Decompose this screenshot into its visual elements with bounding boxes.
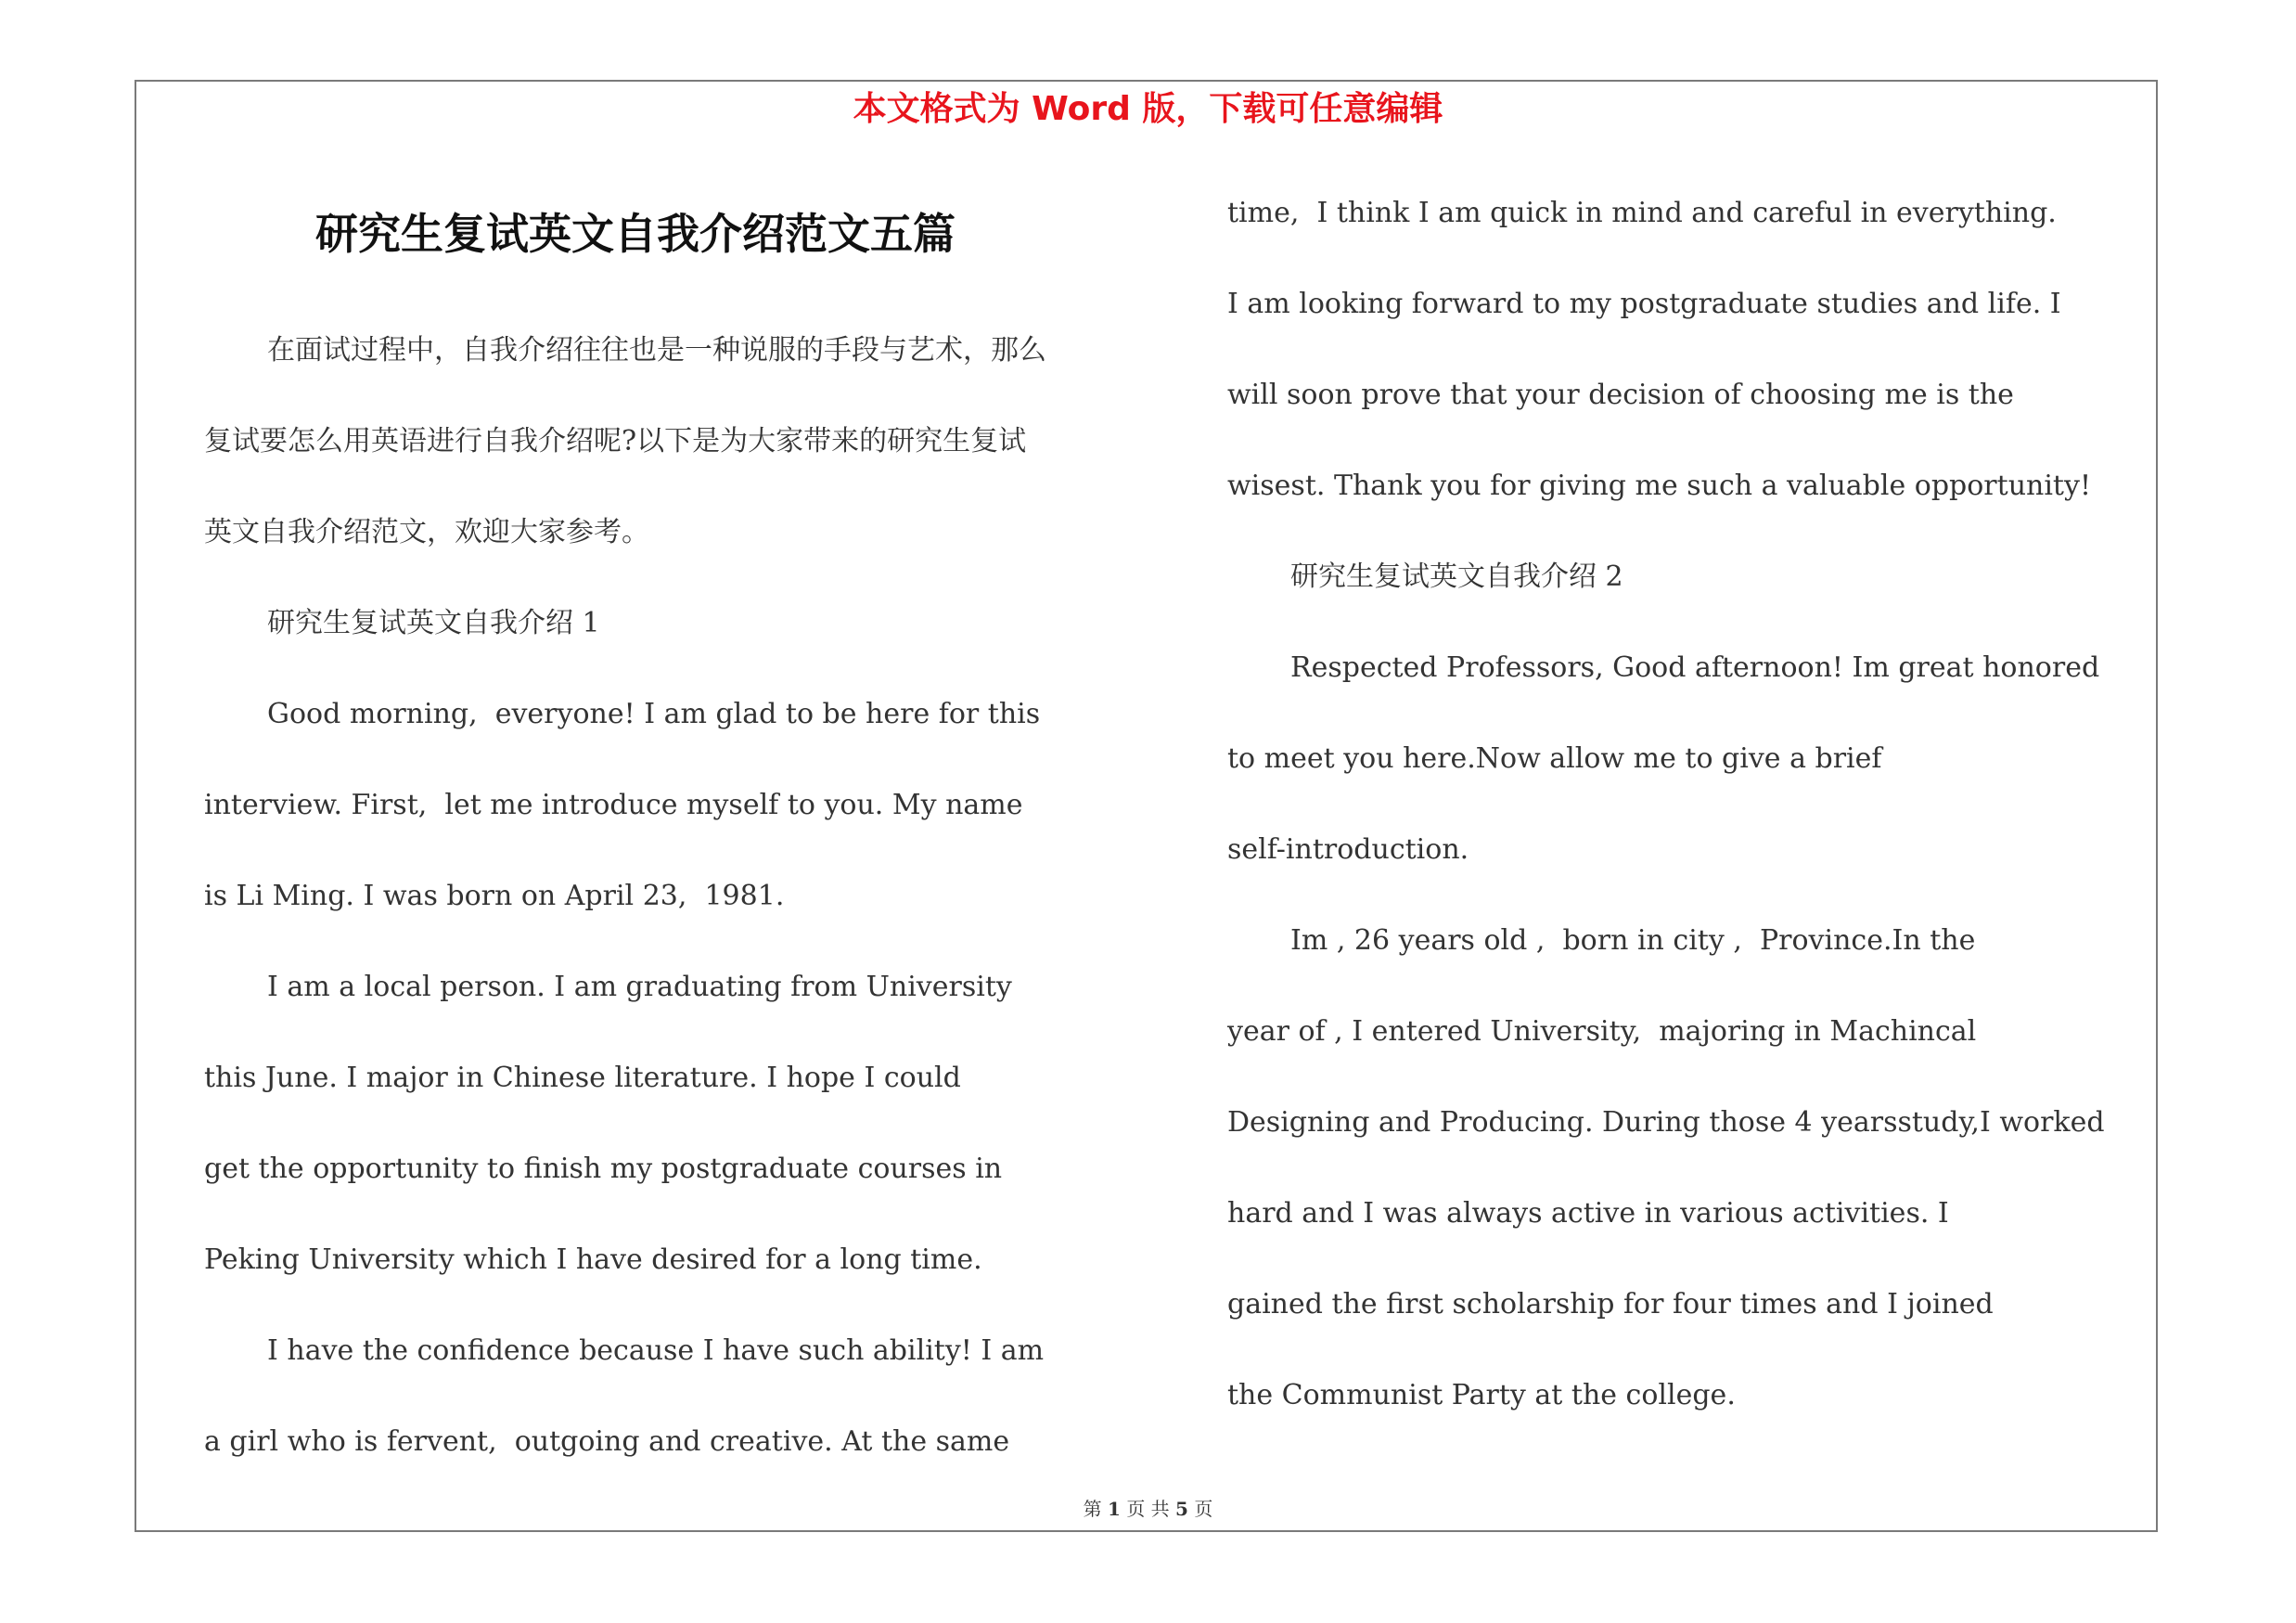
footer-suffix: 页 bbox=[1194, 1498, 1213, 1520]
paragraph-line: I am looking forward to my postgraduate studies and life. I bbox=[1227, 288, 2061, 320]
paragraph-line: interview. First, let me introduce myself to you. My name bbox=[204, 789, 1023, 821]
paragraph-line: get the opportunity to finish my postgraduate courses in bbox=[204, 1153, 1003, 1185]
paragraph-line: will soon prove that your decision of choosing me is the bbox=[1227, 379, 2014, 411]
paragraph-line: Im , 26 years old , born in city , Province.In the bbox=[1290, 924, 1976, 957]
paragraph-line: I have the confidence because I have such ability! I am bbox=[267, 1334, 1045, 1367]
section-heading: 研究生复试英文自我介绍 2 bbox=[1290, 560, 1623, 593]
page-footer bbox=[0, 1496, 2296, 1522]
paragraph-line: hard and I was always active in various activities. I bbox=[1227, 1197, 1949, 1230]
paragraph-line: a girl who is fervent, outgoing and creative. At the same bbox=[204, 1425, 1010, 1458]
format-banner: 本文格式为 Word 版，下载可任意编辑 bbox=[853, 90, 1443, 128]
paragraph-line: is Li Ming. I was born on April 23, 1981. bbox=[204, 880, 785, 912]
footer-prefix: 第 bbox=[1083, 1498, 1102, 1520]
paragraph-line: to meet you here.Now allow me to give a brief bbox=[1227, 742, 1882, 775]
paragraph-line: 复试要怎么用英语进行自我介绍呢?以下是为大家带来的研究生复试 bbox=[204, 425, 1027, 457]
paragraph-line: 英文自我介绍范文，欢迎大家参考。 bbox=[204, 516, 649, 548]
footer-middle: 页 共 bbox=[1126, 1498, 1170, 1520]
footer-page-number: 1 bbox=[1108, 1498, 1121, 1520]
paragraph-line: this June. I major in Chinese literature. I hope I could bbox=[204, 1062, 961, 1094]
paragraph-line: Good morning, everyone! I am glad to be here for this bbox=[267, 698, 1041, 730]
document-title: 研究生复试英文自我介绍范文五篇 bbox=[315, 209, 956, 259]
paragraph-line: time, I think I am quick in mind and careful in everything. bbox=[1227, 197, 2057, 229]
paragraph-line: I am a local person. I am graduating from University bbox=[267, 971, 1012, 1003]
paragraph-line: Designing and Producing. During those 4 yearsstudy,I worked bbox=[1227, 1106, 2105, 1139]
paragraph-line: gained the first scholarship for four times and I joined bbox=[1227, 1288, 1994, 1320]
footer-total-pages: 5 bbox=[1175, 1498, 1188, 1520]
paragraph-line: Respected Professors, Good afternoon! Im great honored bbox=[1290, 651, 2100, 684]
section-heading: 研究生复试英文自我介绍 1 bbox=[267, 607, 600, 639]
paragraph-line: the Communist Party at the college. bbox=[1227, 1379, 1736, 1411]
paragraph-line: self-introduction. bbox=[1227, 833, 1469, 866]
paragraph-line: Peking University which I have desired for a long time. bbox=[204, 1243, 982, 1276]
paragraph-line: year of , I entered University, majoring in Machincal bbox=[1227, 1015, 1977, 1048]
paragraph-line: wisest. Thank you for giving me such a valuable opportunity! bbox=[1227, 470, 2091, 502]
paragraph-line: 在面试过程中，自我介绍往往也是一种说服的手段与艺术，那么 bbox=[267, 334, 1046, 367]
